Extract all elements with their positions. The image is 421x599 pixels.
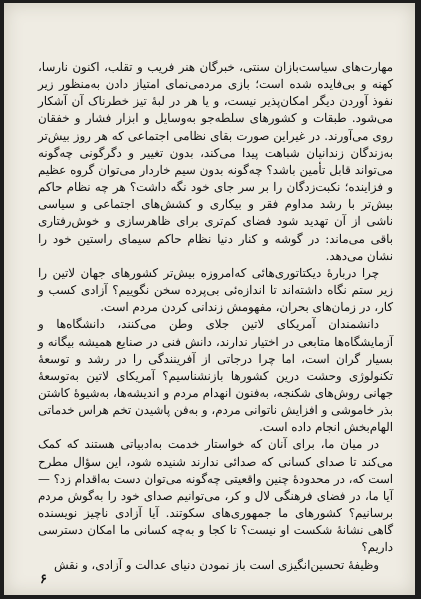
body-text [38, 59, 393, 574]
paragraph: چرا دربارهٔ دیکتاتوری‌هائی که‌امروزه بیش‌تر کشورهای جهان لاتین را زیر ستم نگاه داشته‌اند تا اندازه‌ئی بی‌پرده سخن نگوییم؟ آزادی کسب و کار، در زمان‌های بحران، مفهومش زندانی کردن مردم است. [38, 265, 393, 315]
paragraph: دانشمندان آمریکای لاتین جلای وطن می‌کنند، دانشگاه‌ها و آزمایشگاه‌ها متابعی در اختیار ندارند، دانش فنی در صنایع همیشه بیگانه و بسیار گران است، اما چرا درجاتی از آفرینندگی را در رشد و توسعهٔ تکنولوژی وحشت درین کشورها بازنشناسیم؟ آمریکای لاتین به‌توسعهٔ جهانی روش‌های شکنجه، به‌فنون انهدام مردم و اندیشه‌ها، به‌شیوهٔ کاشتن بذر خاموشی و افزایش ناتوانی مردم، و به‌فن پاشیدن تخم هراس خدماتی الهام‌بخش انجام داده است. [38, 317, 393, 435]
page-number: ۶ [40, 572, 47, 587]
paragraph: مهارت‌های سیاست‌بازان سنتی، خبرگان هنر فریب و تقلب، اکنون نارسا، کهنه و بی‌فایده شده است؛ بازی مردمی‌نمای امتیاز دادن به‌منظور زیر نفوذ آوردن دیگر امکان‌پذیر نیست، و یا هر در لبهٔ تیز خطرناک آن آشکار می‌شود. طبقات و کشورهای سلطه‌جو به‌وسایل و ابزار فشار و خفقان روی می‌آورند. در غیراین صورت بقای نظامی اجتماعی که هر روز بیش‌تر به‌زندگان زندانیان شباهت پیدا می‌کند، بدون تغییر و دگرگونی چه‌گونه می‌تواند قابل تأمین باشد؟ چه‌گونه بدون سیم خاردار می‌توان گروه عظیم و فزاینده؛ نکبت‌زدگان را بر سر جای خود نگه داشت؟ هر چه نظام حاکم بیش‌تر با رشد مداوم فقر و بیکاری و کشش‌های اجتماعی و سیاسی ناشی از آن تهدید شود فضای کم‌تری برای ظاهرسازی و خوش‌رفتاری باقی می‌ماند: در گوشه و کنار دنیا نظام حاکم سیمای راستین خود را نشان می‌دهد. [38, 60, 393, 263]
book-page [4, 3, 415, 595]
paragraph: در میان ما، برای آنان که خواستار خدمت به‌ادبیاتی هستند که کمک می‌کند تا صدای کسانی که صدائی ندارند شنیده شود، این سؤال مطرح است که، در محدودهٔ چنین واقعیتی چه‌گونه می‌توان دست به‌اقدام زد؟ — آیا ما، در فضای فرهنگی لال و کر، می‌توانیم صدای خود را به‌گوش مردم برسانیم؟ کشورهای ما جمهوری‌های سکوتند. آیا آزادی ناچیز نویسنده گاهی نشانهٔ شکست او نیست؟ تا کجا و به‌چه کسانی ما امکان دسترسی داریم؟ [38, 437, 393, 555]
paragraph: وظیفهٔ تحسین‌انگیزی است باز نمودن دنیای عدالت و آزادی، و نقش [53, 557, 379, 572]
